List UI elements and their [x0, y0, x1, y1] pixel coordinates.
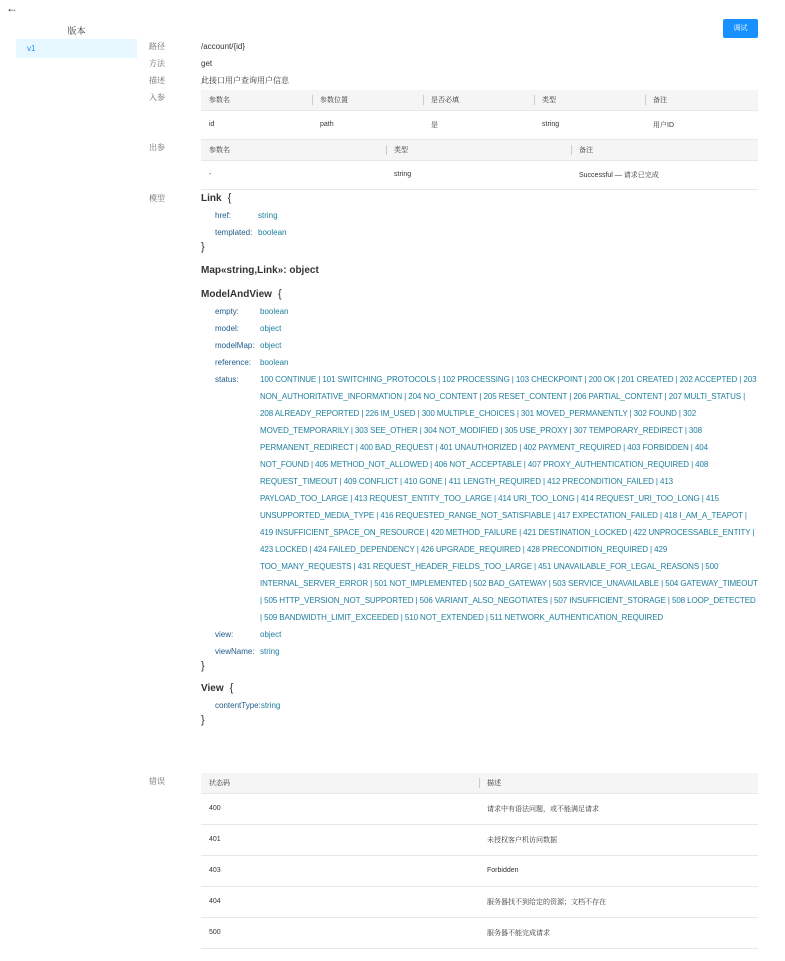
column-header: 类型 [386, 140, 571, 160]
table-cell: 用户ID [645, 110, 758, 139]
property-name: empty: [215, 307, 240, 316]
description-value: 此接口用户查询用户信息 [201, 76, 289, 85]
model-title [201, 680, 771, 697]
property-type: boolean [258, 228, 287, 237]
model-map-title: Map«string,Link»: object [201, 265, 319, 276]
table-header-row [201, 90, 758, 110]
table-row [201, 855, 758, 886]
open-brace: { [229, 682, 234, 694]
property-name: modelMap: [215, 341, 255, 350]
property-name: href: [215, 211, 232, 220]
table-header-row [201, 773, 758, 793]
column-header: 状态码 [201, 773, 479, 793]
column-header: 描述 [479, 773, 758, 793]
errors-label: 错误 [149, 777, 165, 786]
model-name: Link [201, 193, 222, 204]
table-cell: 403 [201, 855, 479, 886]
output-params-label: 出参 [149, 143, 165, 152]
column-header: 备注 [645, 90, 758, 110]
sidebar-item-v1[interactable]: v1 [16, 39, 137, 58]
column-header: 参数名 [201, 140, 386, 160]
property-name: model: [215, 324, 240, 333]
property-type: object [260, 324, 282, 333]
model-property [201, 320, 771, 337]
model-property [201, 303, 771, 320]
property-name: contentType: [215, 701, 261, 710]
model-property [201, 371, 771, 626]
back-arrow-icon[interactable]: ← [6, 1, 18, 15]
column-header: 参数名 [201, 90, 312, 110]
table-cell: string [386, 160, 571, 189]
model-definitions [201, 190, 771, 726]
table-row [201, 110, 758, 139]
input-params-label: 入参 [149, 93, 165, 102]
table-cell: Successful — 请求已完成 [571, 160, 758, 189]
path-value: /account/{id} [201, 42, 246, 51]
property-type: boolean [260, 358, 289, 367]
model-link [201, 190, 771, 253]
table-header-row [201, 140, 758, 160]
property-type: boolean [260, 307, 289, 316]
version-heading: 版本 [67, 26, 86, 36]
model-property [201, 224, 771, 241]
model-label: 模型 [149, 194, 165, 203]
table-cell: 400 [201, 793, 479, 824]
method-value: get [201, 59, 213, 68]
table-cell: string [534, 110, 645, 139]
property-type: object [260, 341, 282, 350]
model-property [201, 643, 771, 660]
column-header: 备注 [571, 140, 758, 160]
table-row [201, 886, 758, 917]
model-name: View [201, 683, 224, 694]
property-type: string [260, 701, 281, 710]
close-brace: } [201, 660, 205, 672]
table-row [201, 160, 758, 189]
path-label: 路径 [149, 42, 165, 51]
model-property [201, 207, 771, 224]
table-cell: 是 [423, 110, 534, 139]
table-cell: 500 [201, 917, 479, 948]
model-title [201, 286, 771, 303]
property-name: reference: [215, 358, 252, 367]
property-type: string [260, 647, 280, 656]
table-cell: 服务器找不到给定的资源；文档不存在 [479, 886, 758, 917]
table-row [201, 824, 758, 855]
column-header: 参数位置 [312, 90, 423, 110]
table-cell: 服务器不能完成请求 [479, 917, 758, 948]
property-name: templated: [215, 228, 253, 237]
table-cell: 401 [201, 824, 479, 855]
test-button[interactable]: 调试 [723, 19, 758, 38]
table-cell: - [201, 160, 386, 189]
model-name: ModelAndView [201, 289, 272, 300]
output-params-table [201, 140, 758, 190]
table-cell: id [201, 110, 312, 139]
method-label: 方法 [149, 59, 165, 68]
status-enum-values: 100 CONTINUE | 101 SWITCHING_PROTOCOLS | 102 PROCESSING | 103 CHECKPOINT | 200 OK | 201 CREATED | 202 ACCEPTED | 203 NON_AUTHORITATIVE_INFORMATION | 204 NO_CONTENT | 205 RESET_CONTENT | 206 PARTIAL_CONTENT | 207 MULTI_STATUS | 208 ALREADY_REPORTED | 226 IM_USED | 300 MULTIPLE_CHOICES | 301 MOVED_PERMANENTLY | 302 FOUND | 302 MOVED_TEMPORARILY | 303 SEE_OTHER | 304 NOT_MODIFIED | 305 USE_PROXY | 307 TEMPORARY_REDIRECT | 308 PERMANENT_REDIRECT | 400 BAD_REQUEST | 401 UNAUTHORIZED | 402 PAYMENT_REQUIRED | 403 FORBIDDEN | 404 NOT_FOUND | 405 METHOD_NOT_ALLOWED | 406 NOT_ACCEPTABLE | 407 PROXY_AUTHENTICATION_REQUIRED | 408 REQUEST_TIMEOUT | 409 CONFLICT | 410 GONE | 411 LENGTH_REQUIRED | 412 PRECONDITION_FAILED | 413 PAYLOAD_TOO_LARGE | 413 REQUEST_ENTITY_TOO_LARGE | 414 URI_TOO_LONG | 414 REQUEST_URI_TOO_LONG | 415 UNSUPPORTED_MEDIA_TYPE | 416 REQUESTED_RANGE_NOT_SATISFIABLE | 417 EXPECTATION_FAILED | 418 I_AM_A_TEAPOT | 419 INSUFFICIENT_SPACE_ON_RESOURCE | 420 METHOD_FAILURE | 421 DESTINATION_LOCKED | 422 UNPROCESSABLE_ENTITY | 423 LOCKED | 424 FAILED_DEPENDENCY | 426 UPGRADE_REQUIRED | 428 PRECONDITION_REQUIRED | 429 TOO_MANY_REQUESTS | 431 REQUEST_HEADER_FIELDS_TOO_LARGE | 451 UNAVAILABLE_FOR_LEGAL_REASONS | 500 INTERNAL_SERVER_ERROR | 501 NOT_IMPLEMENTED | 502 BAD_GATEWAY | 503 SERVICE_UNAVAILABLE | 504 GATEWAY_TIMEOUT | 505 HTTP_VERSION_NOT_SUPPORTED | 506 VARIANT_ALSO_NEGOTIATES | 507 INSUFFICIENT_STORAGE | 508 LOOP_DETECTED | 509 BANDWIDTH_LIMIT_EXCEEDED | 510 NOT_EXTENDED | 511 NETWORK_AUTHENTICATION_REQUIRED [260, 375, 758, 622]
column-header: 类型 [534, 90, 645, 110]
column-header: 是否必填 [423, 90, 534, 110]
table-cell: 请求中有语法问题，或不能满足请求 [479, 793, 758, 824]
model-modelandview [201, 286, 771, 672]
property-type: string [258, 211, 278, 220]
table-cell: 404 [201, 886, 479, 917]
error-codes-table [201, 773, 758, 949]
table-row [201, 917, 758, 948]
model-view [201, 680, 771, 726]
property-type: object [260, 630, 282, 639]
model-title [201, 190, 771, 207]
model-property [201, 354, 771, 371]
property-name: viewName: [215, 647, 255, 656]
property-name: status: [215, 375, 239, 384]
input-params-table [201, 90, 758, 140]
close-brace: } [201, 241, 205, 253]
table-cell: Forbidden [479, 855, 758, 886]
table-cell: 未授权客户机访问数据 [479, 824, 758, 855]
model-property [201, 337, 771, 354]
table-cell: path [312, 110, 423, 139]
open-brace: { [227, 192, 232, 204]
model-property [201, 697, 771, 714]
description-label: 描述 [149, 76, 165, 85]
open-brace: { [277, 288, 282, 300]
table-row [201, 793, 758, 824]
model-property [201, 626, 771, 643]
close-brace: } [201, 714, 205, 726]
property-name: view: [215, 630, 234, 639]
